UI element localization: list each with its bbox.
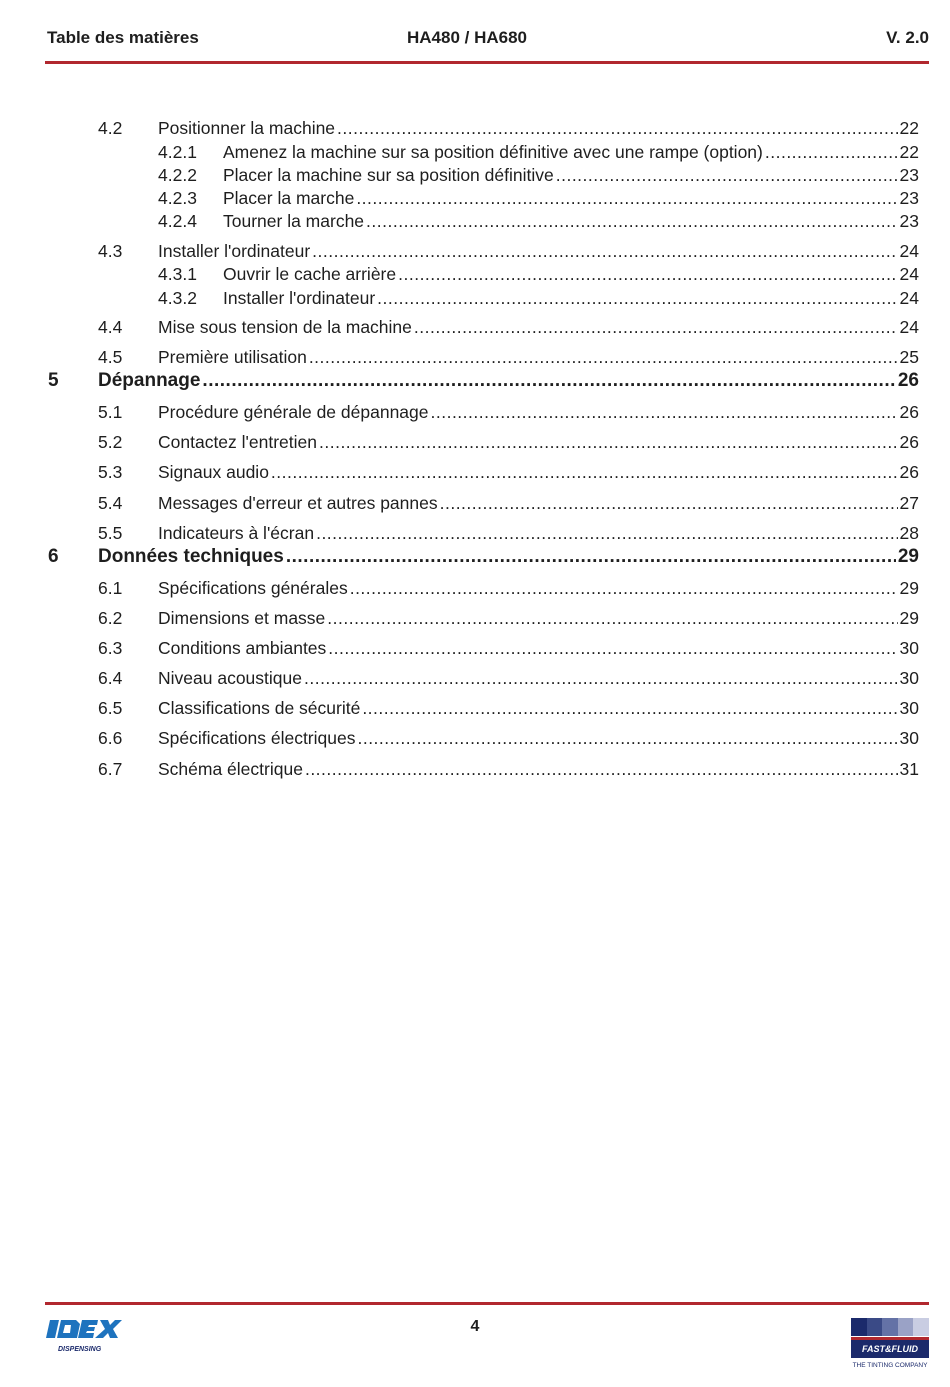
toc-dot-leader: [356, 188, 897, 209]
toc-entry-number: 4.3: [98, 241, 123, 261]
toc-dot-leader: [305, 759, 898, 780]
toc-dot-leader: [398, 264, 897, 285]
toc-entry[interactable]: [98, 698, 919, 719]
toc-entry-title: Première utilisation: [158, 347, 307, 367]
toc-entry-number: 4.2: [98, 118, 123, 138]
header-version: V. 2.0: [886, 28, 929, 47]
toc-entry-number: 4.4: [98, 317, 123, 337]
toc-entry-number: 6: [48, 546, 59, 567]
toc-entry-page: 24: [899, 241, 919, 261]
toc-entry[interactable]: [98, 317, 919, 338]
toc-entry-title: Placer la marche: [223, 188, 355, 208]
toc-entry[interactable]: [98, 759, 919, 780]
toc-entry-title: Ouvrir le cache arrière: [223, 264, 397, 284]
header-section-title: Table des matières: [47, 28, 199, 47]
toc-entry[interactable]: [48, 546, 919, 568]
toc-entry[interactable]: [98, 118, 919, 139]
toc-dot-leader: [765, 142, 898, 163]
toc-entry-title: Dépannage: [98, 370, 201, 391]
toc-entry[interactable]: [158, 264, 919, 285]
toc-entry[interactable]: [98, 608, 919, 629]
toc-entry[interactable]: [98, 241, 919, 262]
toc-entry-page: 26: [899, 462, 919, 482]
toc-dot-leader: [414, 317, 898, 338]
toc-entry-number: 5.1: [98, 402, 123, 422]
header-model: HA480 / HA680: [407, 28, 528, 47]
fast-fluid-logo-text: FAST&FLUID: [851, 1340, 929, 1358]
toc-entry-number: 4.5: [98, 347, 123, 367]
toc-entry-title: Spécifications électriques: [158, 728, 356, 748]
toc-dot-leader: [431, 402, 898, 423]
toc-entry-page: 29: [899, 608, 919, 628]
toc-entry-number: 5.2: [98, 432, 123, 452]
toc-dot-leader: [271, 462, 898, 483]
toc-entry-title: Positionner la machine: [158, 118, 336, 138]
toc-entry-number: 4.2.3: [158, 188, 197, 208]
toc-entry[interactable]: [158, 211, 919, 232]
toc-entry[interactable]: [98, 578, 919, 599]
toc-entry[interactable]: [158, 288, 919, 309]
toc-entry-page: 29: [897, 546, 919, 567]
toc-entry-title: Amenez la machine sur sa position définitive avec une rampe (option): [223, 142, 763, 162]
toc-entry[interactable]: [48, 370, 919, 392]
toc-entry-number: 4.2.2: [158, 165, 197, 185]
toc-entry-page: 23: [899, 211, 919, 231]
toc-entry-page: 26: [899, 402, 919, 422]
toc-entry-number: 5.4: [98, 493, 123, 513]
toc-entry-page: 30: [899, 668, 919, 688]
toc-entry-title: Tourner la marche: [223, 211, 365, 231]
toc-dot-leader: [362, 698, 897, 719]
footer-divider: [45, 1302, 929, 1305]
idex-logo-subtitle: DISPENSING: [58, 1346, 102, 1353]
header-divider: [45, 61, 929, 64]
toc-entry-page: 31: [899, 759, 919, 779]
toc-entry-title: Placer la machine sur sa position définitive: [223, 165, 554, 185]
toc-entry-number: 4.3.2: [158, 288, 197, 308]
toc-entry-page: 22: [899, 118, 919, 138]
toc-entry-title: Données techniques: [98, 546, 284, 567]
toc-entry[interactable]: [98, 402, 919, 423]
toc-dot-leader: [377, 288, 897, 309]
toc-entry-number: 4.2.1: [158, 142, 197, 162]
toc-dot-leader: [304, 668, 898, 689]
toc-entry[interactable]: [98, 728, 919, 749]
toc-dot-leader: [286, 546, 896, 568]
toc-entry-page: 29: [899, 578, 919, 598]
toc-entry[interactable]: [158, 165, 919, 186]
toc-entry-page: 28: [899, 523, 919, 543]
toc-entry-number: 6.4: [98, 668, 123, 688]
toc-entry-title: Procédure générale de dépannage: [158, 402, 429, 422]
toc-dot-leader: [357, 728, 897, 749]
toc-entry[interactable]: [98, 432, 919, 453]
toc-dot-leader: [337, 118, 897, 139]
toc-entry-page: 27: [899, 493, 919, 513]
toc-entry-page: 23: [899, 165, 919, 185]
toc-dot-leader: [350, 578, 898, 599]
toc-entry-page: 25: [899, 347, 919, 367]
toc-entry[interactable]: [158, 188, 919, 209]
toc-entry-page: 30: [899, 698, 919, 718]
toc-entry-page: 22: [899, 142, 919, 162]
fast-fluid-logo: [851, 1318, 929, 1378]
toc-dot-leader: [319, 432, 898, 453]
fast-fluid-tagline: THE TINTING COMPANY: [852, 1362, 928, 1369]
toc-entry-title: Signaux audio: [158, 462, 269, 482]
toc-entry-title: Classifications de sécurité: [158, 698, 361, 718]
toc-entry-number: 6.6: [98, 728, 123, 748]
toc-dot-leader: [440, 493, 898, 514]
toc-entry-title: Installer l'ordinateur: [223, 288, 376, 308]
toc-entry-page: 26: [899, 432, 919, 452]
toc-entry[interactable]: [98, 347, 919, 368]
toc-entry-number: 4.3.1: [158, 264, 197, 284]
toc-dot-leader: [366, 211, 897, 232]
toc-entry-page: 23: [899, 188, 919, 208]
toc-entry[interactable]: [98, 523, 919, 544]
toc-entry[interactable]: [98, 668, 919, 689]
toc-dot-leader: [327, 608, 897, 629]
toc-entry-page: 30: [899, 728, 919, 748]
page-header: [47, 28, 929, 50]
toc-entry-title: Niveau acoustique: [158, 668, 302, 688]
toc-entry-title: Installer l'ordinateur: [158, 241, 311, 261]
toc-entry-title: Messages d'erreur et autres pannes: [158, 493, 438, 513]
toc-entry-number: 4.2.4: [158, 211, 197, 231]
toc-entry-number: 6.1: [98, 578, 123, 598]
toc-entry-page: 24: [899, 264, 919, 284]
logo-color-squares: [851, 1318, 929, 1336]
toc-dot-leader: [312, 241, 897, 262]
toc-entry-title: Conditions ambiantes: [158, 638, 327, 658]
toc-entry-number: 5.3: [98, 462, 123, 482]
toc-entry[interactable]: [98, 493, 919, 514]
toc-entry-number: 6.2: [98, 608, 123, 628]
toc-entry-page: 24: [899, 317, 919, 337]
toc-entry-title: Indicateurs à l'écran: [158, 523, 315, 543]
toc-entry[interactable]: [98, 462, 919, 483]
toc-dot-leader: [202, 370, 895, 392]
toc-entry-number: 6.3: [98, 638, 123, 658]
toc-entry-number: 5.5: [98, 523, 123, 543]
toc-entry-title: Spécifications générales: [158, 578, 348, 598]
toc-entry[interactable]: [98, 638, 919, 659]
toc-entry[interactable]: [158, 142, 919, 163]
toc-entry-page: 30: [899, 638, 919, 658]
toc-entry-number: 6.5: [98, 698, 123, 718]
toc-entry-title: Dimensions et masse: [158, 608, 326, 628]
toc-entry-title: Mise sous tension de la machine: [158, 317, 412, 337]
toc-dot-leader: [316, 523, 897, 544]
toc-entry-page: 26: [897, 370, 919, 391]
toc-dot-leader: [328, 638, 897, 659]
toc-dot-leader: [309, 347, 898, 368]
toc-entry-number: 5: [48, 370, 59, 391]
page-number: 4: [470, 1318, 480, 1335]
toc-dot-leader: [556, 165, 898, 186]
toc-entry-title: Contactez l'entretien: [158, 432, 317, 452]
toc-entry-page: 24: [899, 288, 919, 308]
toc-entry-title: Schéma électrique: [158, 759, 303, 779]
toc-entry-number: 6.7: [98, 759, 123, 779]
